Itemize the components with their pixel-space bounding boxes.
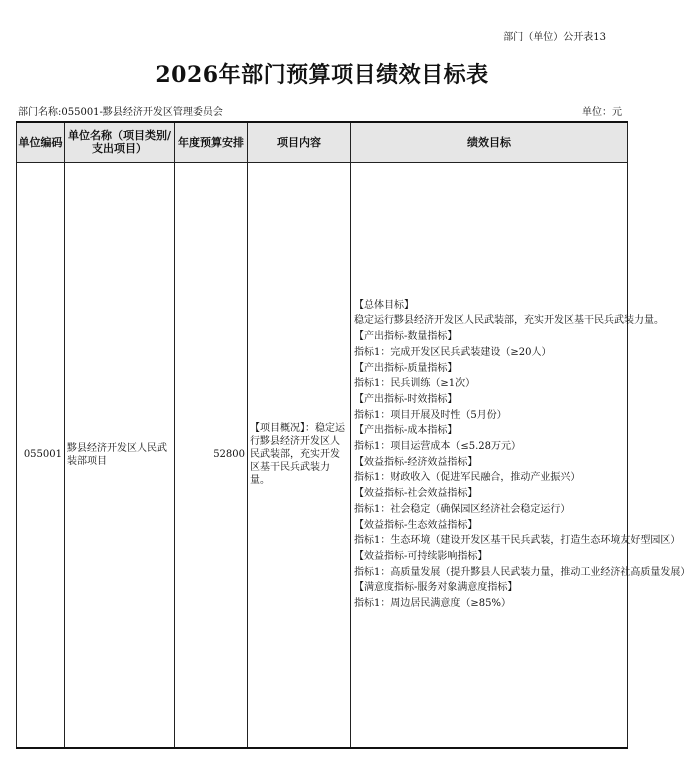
goal-line: 指标1：周边居民满意度（≥85%） (354, 598, 511, 610)
table-row (17, 162, 628, 748)
header-project-content: 项目内容 (248, 122, 351, 162)
goal-line: 【效益指标-可持续影响指标】 (354, 550, 488, 562)
cell-unit-name: 黟县经济开发区人民武装部项目 (65, 162, 175, 748)
goal-line: 指标1：社会稳定（确保园区经济社会稳定运行） (354, 503, 571, 515)
header-annual-budget: 年度预算安排 (175, 122, 248, 162)
goal-line: 指标1：项目开展及时性（5月份） (354, 409, 507, 421)
cell-unit-code: 055001 (17, 162, 65, 748)
goal-line: 稳定运行黟县经济开发区人民武装部，充实开发区基干民兵武装力量。 (354, 315, 664, 327)
page-title: 2026年部门预算项目绩效目标表 (155, 62, 489, 88)
goal-line: 【产出指标-成本指标】 (354, 425, 458, 437)
header-performance-goals: 绩效目标 (351, 122, 628, 162)
goal-line: 【效益指标-社会效益指标】 (354, 488, 478, 500)
goal-line: 指标1：项目运营成本（≤5.28万元） (354, 441, 522, 453)
goal-line: 指标1：财政收入（促进军民融合，推动产业振兴） (354, 472, 581, 484)
goal-line: 指标1：高质量发展（提升黟县人民武装力量，推动工业经济社高质量发展） (354, 566, 690, 578)
goal-line: 【产出指标-质量指标】 (354, 362, 458, 374)
cell-project-content: 【项目概况】：稳定运行黟县经济开发区人民武装部，充实开发区基干民兵武装力量。 (248, 162, 351, 748)
goal-line: 【总体目标】 (354, 299, 414, 311)
goal-line: 【满意度指标-服务对象满意度指标】 (354, 582, 518, 594)
goal-line: 指标1：生态环境（建设开发区基干民兵武装，打造生态环境友好型园区） (354, 535, 681, 547)
goal-line: 【产出指标-数量指标】 (354, 331, 458, 343)
performance-goals-table (16, 121, 690, 749)
goal-line: 【产出指标-时效指标】 (354, 393, 458, 405)
table-header-row (17, 122, 628, 162)
currency-unit: 单位：元 (582, 107, 622, 118)
form-number: 部门（单位）公开表13 (503, 32, 606, 43)
header-unit-name: 单位名称（项目类别/支出项目） (65, 122, 175, 162)
goal-line: 【效益指标-经济效益指标】 (354, 456, 478, 468)
header-unit-code: 单位编码 (17, 122, 65, 162)
department-name: 部门名称:055001-黟县经济开发区管理委员会 (18, 107, 223, 118)
goal-line: 指标1：民兵训练（≥1次） (354, 378, 476, 390)
cell-annual-budget: 52800 (175, 162, 248, 748)
goal-line: 指标1：完成开发区民兵武装建设（≥20人） (354, 346, 552, 358)
cell-performance-goals (351, 162, 690, 748)
goal-line: 【效益指标-生态效益指标】 (354, 519, 478, 531)
